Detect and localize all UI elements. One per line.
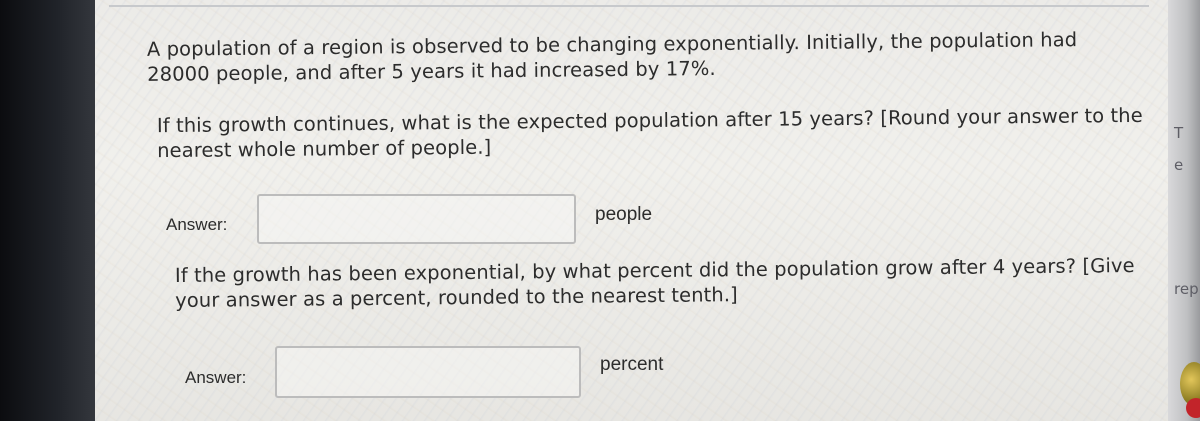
answer-2-label: Answer: (185, 368, 247, 387)
question-part-1-line-1: If this growth continues, what is the expected population after 15 years? [Round your answer to the (156, 103, 1143, 138)
answer-1-unit: people (595, 204, 653, 225)
question-intro-line-2: 28000 people, and after 5 years it had increased by 17%. (147, 56, 716, 86)
monitor-bezel-left (0, 0, 95, 421)
question-part-2 (175, 253, 1135, 313)
question-panel (95, 0, 1168, 421)
answer-2-unit: percent (600, 354, 664, 375)
question-part-1 (157, 103, 1143, 163)
adjacent-window-edge (1168, 0, 1200, 421)
question-intro-line-1: A population of a region is observed to be changing exponentially. Initially, the population had (146, 28, 1078, 61)
question-part-2-line-1: If the growth has been exponential, by what percent did the population grow after 4 years? [Give (174, 253, 1135, 288)
edge-fragment-t: T (1174, 124, 1184, 142)
question-part-1-line-2: nearest whole number of people.] (157, 135, 492, 163)
question-part-2-line-2: your answer as a percent, rounded to the nearest tenth.] (175, 283, 738, 313)
answer-1-input[interactable] (257, 194, 576, 244)
edge-fragment-rep: rep (1174, 280, 1199, 298)
question-intro (147, 27, 1078, 87)
answer-2-input[interactable] (275, 346, 581, 398)
desk-object-red-icon (1186, 398, 1200, 418)
edge-fragment-e: e (1174, 156, 1184, 174)
answer-1-label: Answer: (166, 215, 228, 234)
